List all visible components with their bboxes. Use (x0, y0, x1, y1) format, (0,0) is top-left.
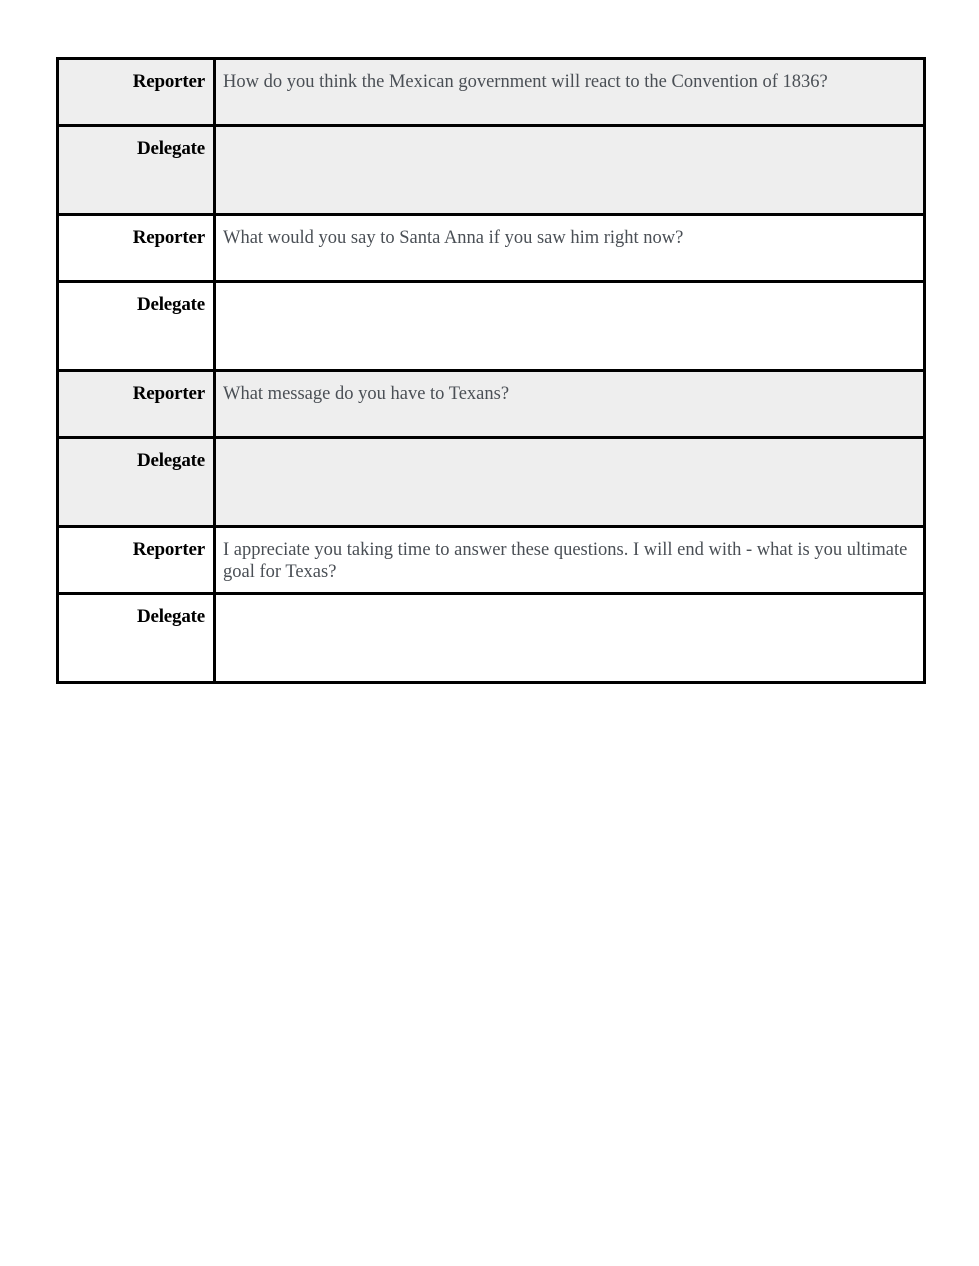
reporter-question-3: What message do you have to Texans? (215, 371, 925, 438)
speaker-label-delegate: Delegate (58, 126, 215, 215)
speaker-label-reporter: Reporter (58, 59, 215, 126)
delegate-row-3 (58, 438, 925, 527)
delegate-row-4 (58, 594, 925, 683)
reporter-row-4 (58, 527, 925, 594)
delegate-answer-field-2[interactable] (215, 282, 925, 371)
speaker-label-delegate: Delegate (58, 438, 215, 527)
delegate-answer-field-1[interactable] (215, 126, 925, 215)
delegate-answer-field-3[interactable] (215, 438, 925, 527)
speaker-label-reporter: Reporter (58, 527, 215, 594)
reporter-question-4: I appreciate you taking time to answer these questions. I will end with - what is you ultimate goal for Texas? (215, 527, 925, 594)
speaker-label-reporter: Reporter (58, 371, 215, 438)
reporter-question-2: What would you say to Santa Anna if you saw him right now? (215, 215, 925, 282)
delegate-row-2 (58, 282, 925, 371)
reporter-row-1 (58, 59, 925, 126)
reporter-row-3 (58, 371, 925, 438)
delegate-row-1 (58, 126, 925, 215)
reporter-row-2 (58, 215, 925, 282)
reporter-question-1: How do you think the Mexican government will react to the Convention of 1836? (215, 59, 925, 126)
delegate-answer-field-4[interactable] (215, 594, 925, 683)
speaker-label-delegate: Delegate (58, 282, 215, 371)
interview-table (56, 57, 926, 684)
speaker-label-reporter: Reporter (58, 215, 215, 282)
speaker-label-delegate: Delegate (58, 594, 215, 683)
